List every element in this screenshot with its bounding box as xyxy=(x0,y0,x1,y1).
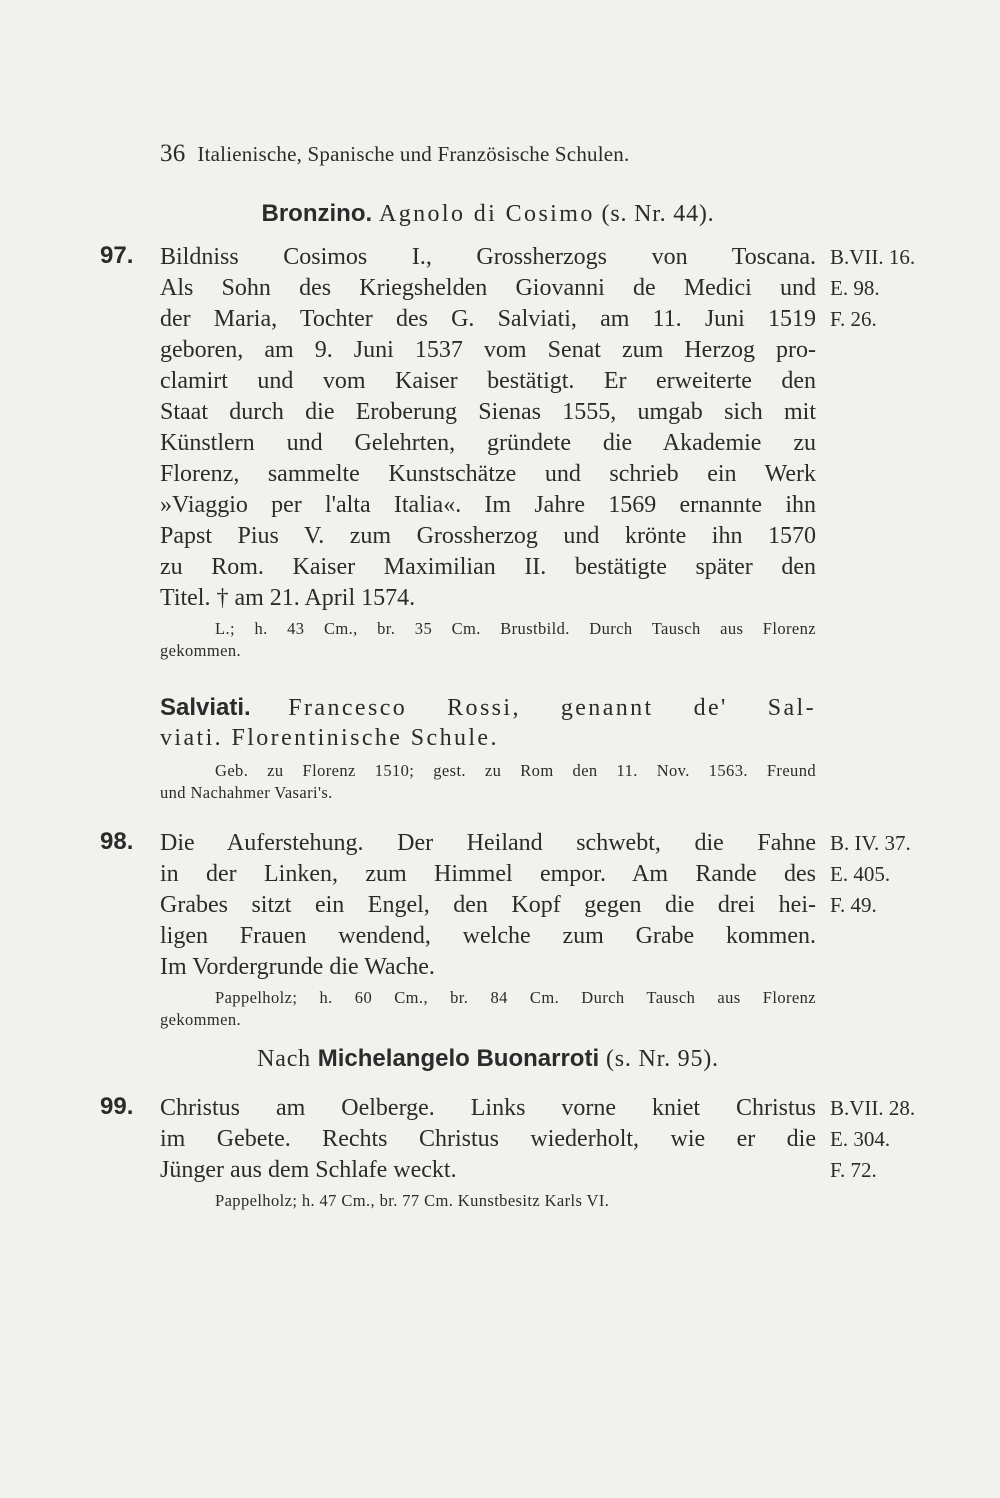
reference: E. 405. xyxy=(830,862,891,886)
artist-name: Bronzino. xyxy=(261,200,373,227)
gallery-references xyxy=(830,242,950,335)
note-line: gekommen. xyxy=(160,1010,242,1029)
entry-number: 99. xyxy=(100,1093,134,1120)
artist-full-name: Francesco Rossi, genannt de' Sal- xyxy=(288,695,816,721)
text-line: ligen Frauen wendend, welche zum Grabe kommen. xyxy=(160,923,816,949)
artist-heading-salviati xyxy=(160,692,816,804)
note-line: gekommen. xyxy=(160,641,242,660)
artist-heading-michelangelo xyxy=(160,1045,816,1073)
text-line: Florenz, sammelte Kunstschätze und schrieb ein Werk xyxy=(160,461,816,487)
text-line: Grabes sitzt ein Engel, den Kopf gegen die drei hei- xyxy=(160,892,816,918)
note-line: und Nachahmer Vasari's. xyxy=(160,783,333,802)
text-line: Papst Pius V. zum Grossherzog und krönte ihn 1570 xyxy=(160,523,816,549)
text-line: Christus am Oelberge. Links vorne kniet Christus xyxy=(160,1095,816,1121)
artist-full-name-cont: viati. Florentinische Schule. xyxy=(160,725,499,751)
heading-line xyxy=(160,692,816,723)
reference: B.VII. 28. xyxy=(830,1096,916,1120)
text-line: Staat durch die Eroberung Sienas 1555, umgab sich mit xyxy=(160,399,816,425)
text-line: Als Sohn des Kriegshelden Giovanni de Medici und xyxy=(160,275,816,301)
text-line: Bildniss Cosimos I., Grossherzogs von Toscana. xyxy=(160,244,816,270)
entry-note xyxy=(160,987,816,1031)
text-line: der Maria, Tochter des G. Salviati, am 11. Juni 1519 xyxy=(160,306,816,332)
gallery-references xyxy=(830,828,950,921)
heading-line xyxy=(160,723,816,754)
gallery-references xyxy=(830,1093,950,1186)
reference: B. IV. 37. xyxy=(830,831,911,855)
text-line: »Viaggio per l'alta Italia«. Im Jahre 1569 ernannte ihn xyxy=(160,492,816,518)
reference: F. 26. xyxy=(830,307,877,331)
text-line: Im Vordergrunde die Wache. xyxy=(160,954,435,980)
page-number: 36 xyxy=(160,140,186,167)
text-line: im Gebete. Rechts Christus wiederholt, wie er die xyxy=(160,1126,816,1152)
note-line: Pappelholz; h. 47 Cm., br. 77 Cm. Kunstbesitz Karls VI. xyxy=(215,1191,610,1210)
artist-cross-ref: (s. Nr. 44). xyxy=(601,201,715,227)
entry-description xyxy=(160,242,816,662)
reference: F. 49. xyxy=(830,893,877,917)
text-line: zu Rom. Kaiser Maximilian II. bestätigte später den xyxy=(160,554,816,580)
text-line: in der Linken, zum Himmel empor. Am Rande des xyxy=(160,861,816,887)
note-line: Pappelholz; h. 60 Cm., br. 84 Cm. Durch Tausch aus Florenz xyxy=(215,988,816,1007)
entry-note xyxy=(160,618,816,662)
entry-note xyxy=(160,1190,816,1212)
text-line: clamirt und vom Kaiser bestätigt. Er erweiterte den xyxy=(160,368,816,394)
running-title: Italienische, Spanische und Französische Schulen. xyxy=(197,142,630,166)
entry-description xyxy=(160,1093,816,1212)
artist-heading-bronzino xyxy=(160,200,816,228)
note-line: Geb. zu Florenz 1510; gest. zu Rom den 11. Nov. 1563. Freund xyxy=(215,761,816,780)
note-line: L.; h. 43 Cm., br. 35 Cm. Brustbild. Durch Tausch aus Florenz xyxy=(215,619,816,638)
artist-name: Salviati. xyxy=(160,694,251,721)
running-head xyxy=(160,140,629,168)
text-line: Die Auferstehung. Der Heiland schwebt, die Fahne xyxy=(160,830,816,856)
reference: F. 72. xyxy=(830,1158,877,1182)
text-line: Jünger aus dem Schlafe weckt. xyxy=(160,1157,457,1183)
reference: B.VII. 16. xyxy=(830,245,916,269)
entry-description xyxy=(160,828,816,1031)
entry-number: 97. xyxy=(100,242,134,269)
reference: E. 304. xyxy=(830,1127,891,1151)
text-line: Künstlern und Gelehrten, gründete die Akademie zu xyxy=(160,430,816,456)
heading-prefix: Nach xyxy=(257,1046,311,1072)
reference: E. 98. xyxy=(830,276,880,300)
entry-number: 98. xyxy=(100,828,134,855)
artist-bio-note xyxy=(160,760,816,804)
text-line: geboren, am 9. Juni 1537 vom Senat zum Herzog pro- xyxy=(160,337,816,363)
artist-cross-ref: (s. Nr. 95). xyxy=(605,1046,719,1072)
artist-full-name: Agnolo di Cosimo xyxy=(378,201,595,227)
text-line: Titel. † am 21. April 1574. xyxy=(160,585,416,611)
artist-name: Michelangelo Buonarroti xyxy=(317,1045,600,1072)
